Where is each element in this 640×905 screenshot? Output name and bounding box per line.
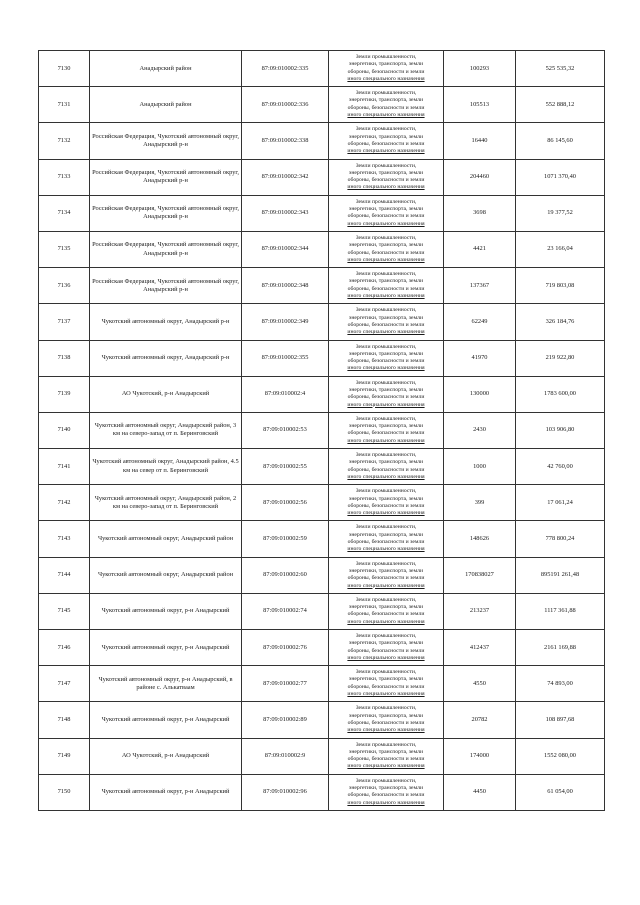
area-cell: 130000 bbox=[444, 376, 516, 412]
land-category-line: энергетики, транспорта, земли bbox=[348, 604, 424, 611]
area-cell: 4450 bbox=[444, 774, 516, 810]
land-category-line: обороны, безопасности и земли bbox=[347, 140, 425, 147]
land-category-line: иного специального назначения bbox=[347, 582, 425, 589]
area-cell: 148626 bbox=[444, 521, 516, 557]
address-cell: Российская Федерация, Чукотский автономный округ, Анадырский р-н bbox=[90, 268, 242, 304]
cadastral-number-cell: 87:09:010002:349 bbox=[242, 304, 329, 340]
cadastral-number-cell: 87:09:010002:56 bbox=[242, 485, 329, 521]
land-category-line: энергетики, транспорта, земли bbox=[348, 748, 424, 755]
land-category-line: иного специального назначения bbox=[347, 763, 425, 770]
land-category-line: энергетики, транспорта, земли bbox=[348, 242, 424, 249]
land-category-line: энергетики, транспорта, земли bbox=[348, 567, 424, 574]
land-category-line: иного специального назначения bbox=[347, 256, 425, 263]
cadastral-number-cell: 87:09:010002:60 bbox=[242, 557, 329, 593]
table-row bbox=[39, 449, 605, 485]
row-number-cell: 7132 bbox=[39, 123, 90, 159]
address-cell: Чукотский автономный округ, Анадырский р-н bbox=[90, 340, 242, 376]
land-category-line: иного специального назначения bbox=[347, 510, 425, 517]
cadastral-value-cell: 23 166,04 bbox=[516, 231, 605, 267]
land-category-line: обороны, безопасности и земли bbox=[347, 358, 425, 365]
land-category-line: Земли промышленности, bbox=[355, 415, 417, 422]
land-category-cell bbox=[329, 666, 444, 702]
land-category-line: энергетики, транспорта, земли bbox=[348, 314, 424, 321]
row-number-cell: 7139 bbox=[39, 376, 90, 412]
table-row bbox=[39, 738, 605, 774]
cadastral-value-cell: 552 888,12 bbox=[516, 87, 605, 123]
land-category-cell bbox=[329, 630, 444, 666]
area-cell: 20782 bbox=[444, 702, 516, 738]
land-category-line: Земли промышленности, bbox=[355, 162, 417, 169]
land-category-line: иного специального назначения bbox=[347, 799, 425, 806]
row-number-cell: 7136 bbox=[39, 268, 90, 304]
land-category-line: энергетики, транспорта, земли bbox=[348, 495, 424, 502]
cadastral-number-cell: 87:09:010002:342 bbox=[242, 159, 329, 195]
area-cell: 399 bbox=[444, 485, 516, 521]
row-number-cell: 7145 bbox=[39, 593, 90, 629]
land-category-line: энергетики, транспорта, земли bbox=[348, 97, 424, 104]
land-category-line: обороны, безопасности и земли bbox=[347, 719, 425, 726]
address-cell: Анадырский район bbox=[90, 51, 242, 87]
land-category-cell bbox=[329, 340, 444, 376]
land-category-line: энергетики, транспорта, земли bbox=[348, 785, 424, 792]
land-category-line: обороны, безопасности и земли bbox=[347, 647, 425, 654]
land-category-line: Земли промышленности, bbox=[355, 126, 417, 133]
land-category-line: иного специального назначения bbox=[347, 727, 425, 734]
cadastral-number-cell: 87:09:010002:77 bbox=[242, 666, 329, 702]
row-number-cell: 7140 bbox=[39, 412, 90, 448]
land-category-line: энергетики, транспорта, земли bbox=[348, 169, 424, 176]
land-category-cell bbox=[329, 593, 444, 629]
table-row bbox=[39, 774, 605, 810]
address-cell: Чукотский автономный округ, Анадырский район, 4.5 км на север от п. Беринговский bbox=[90, 449, 242, 485]
cadastral-number-cell: 87:09:010002:96 bbox=[242, 774, 329, 810]
cadastral-number-cell: 87:09:010002:4 bbox=[242, 376, 329, 412]
land-category-line: обороны, безопасности и земли bbox=[347, 285, 425, 292]
cadastral-number-cell: 87:09:010002:74 bbox=[242, 593, 329, 629]
area-cell: 2430 bbox=[444, 412, 516, 448]
land-category-line: иного специального назначения bbox=[347, 365, 425, 372]
land-category-line: обороны, безопасности и земли bbox=[347, 611, 425, 618]
cadastral-value-table bbox=[38, 50, 605, 811]
area-cell: 41970 bbox=[444, 340, 516, 376]
land-category-line: иного специального назначения bbox=[347, 437, 425, 444]
cadastral-value-cell: 778 800,24 bbox=[516, 521, 605, 557]
land-category-line: обороны, безопасности и земли bbox=[347, 68, 425, 75]
area-cell: 3698 bbox=[444, 195, 516, 231]
address-cell: Российская Федерация, Чукотский автономный округ, Анадырский р-н bbox=[90, 231, 242, 267]
land-category-line: Земли промышленности, bbox=[355, 596, 417, 603]
land-category-line: Земли промышленности, bbox=[355, 90, 417, 97]
address-cell: Чукотский автономный округ, Анадырский район, 3 км на северо-запад от п. Беринговский bbox=[90, 412, 242, 448]
land-category-line: энергетики, транспорта, земли bbox=[348, 676, 424, 683]
table-row bbox=[39, 485, 605, 521]
land-category-line: Земли промышленности, bbox=[355, 343, 417, 350]
cadastral-value-cell: 17 061,24 bbox=[516, 485, 605, 521]
land-category-cell bbox=[329, 449, 444, 485]
land-category-line: иного специального назначения bbox=[347, 293, 425, 300]
land-category-line: энергетики, транспорта, земли bbox=[348, 531, 424, 538]
row-number-cell: 7130 bbox=[39, 51, 90, 87]
land-category-line: иного специального назначения bbox=[347, 112, 425, 119]
table-row bbox=[39, 159, 605, 195]
land-category-line: энергетики, транспорта, земли bbox=[348, 133, 424, 140]
address-cell: Чукотский автономный округ, р-н Анадырский bbox=[90, 593, 242, 629]
row-number-cell: 7149 bbox=[39, 738, 90, 774]
cadastral-value-cell: 103 906,80 bbox=[516, 412, 605, 448]
cadastral-value-cell: 19 377,52 bbox=[516, 195, 605, 231]
land-category-line: обороны, безопасности и земли bbox=[347, 177, 425, 184]
land-category-line: обороны, безопасности и земли bbox=[347, 213, 425, 220]
land-category-cell bbox=[329, 485, 444, 521]
land-category-line: Земли промышленности, bbox=[355, 777, 417, 784]
land-category-line: энергетики, транспорта, земли bbox=[348, 350, 424, 357]
cadastral-value-cell: 1117 361,88 bbox=[516, 593, 605, 629]
land-category-line: Земли промышленности, bbox=[355, 379, 417, 386]
land-category-line: обороны, безопасности и земли bbox=[347, 430, 425, 437]
land-category-cell bbox=[329, 738, 444, 774]
row-number-cell: 7134 bbox=[39, 195, 90, 231]
land-category-line: энергетики, транспорта, земли bbox=[348, 386, 424, 393]
land-category-line: обороны, безопасности и земли bbox=[347, 539, 425, 546]
land-category-cell bbox=[329, 231, 444, 267]
row-number-cell: 7131 bbox=[39, 87, 90, 123]
row-number-cell: 7142 bbox=[39, 485, 90, 521]
address-cell: Чукотский автономный округ, р-н Анадырский bbox=[90, 630, 242, 666]
table-row bbox=[39, 87, 605, 123]
cadastral-value-cell: 42 760,00 bbox=[516, 449, 605, 485]
land-category-line: обороны, безопасности и земли bbox=[347, 683, 425, 690]
cadastral-value-cell: 1071 370,40 bbox=[516, 159, 605, 195]
table-row bbox=[39, 557, 605, 593]
land-category-line: иного специального назначения bbox=[347, 473, 425, 480]
land-category-line: обороны, безопасности и земли bbox=[347, 249, 425, 256]
table-body bbox=[39, 51, 605, 811]
table-row bbox=[39, 51, 605, 87]
cadastral-number-cell: 87:09:010002:355 bbox=[242, 340, 329, 376]
area-cell: 4421 bbox=[444, 231, 516, 267]
land-category-line: обороны, безопасности и земли bbox=[347, 502, 425, 509]
address-cell: Чукотский автономный округ, Анадырский район bbox=[90, 521, 242, 557]
cadastral-number-cell: 87:09:010002:343 bbox=[242, 195, 329, 231]
table-row bbox=[39, 340, 605, 376]
land-category-line: Земли промышленности, bbox=[355, 488, 417, 495]
land-category-line: обороны, безопасности и земли bbox=[347, 792, 425, 799]
land-category-line: иного специального назначения bbox=[347, 75, 425, 82]
land-category-cell bbox=[329, 376, 444, 412]
area-cell: 213237 bbox=[444, 593, 516, 629]
address-cell: Российская Федерация, Чукотский автономный округ, Анадырский р-н bbox=[90, 159, 242, 195]
area-cell: 105513 bbox=[444, 87, 516, 123]
row-number-cell: 7144 bbox=[39, 557, 90, 593]
land-category-cell bbox=[329, 521, 444, 557]
land-category-line: иного специального назначения bbox=[347, 401, 425, 408]
land-category-line: обороны, безопасности и земли bbox=[347, 575, 425, 582]
row-number-cell: 7143 bbox=[39, 521, 90, 557]
land-category-line: иного специального назначения bbox=[347, 618, 425, 625]
area-cell: 137367 bbox=[444, 268, 516, 304]
row-number-cell: 7137 bbox=[39, 304, 90, 340]
land-category-line: энергетики, транспорта, земли bbox=[348, 712, 424, 719]
cadastral-number-cell: 87:09:010002:335 bbox=[242, 51, 329, 87]
land-category-line: Земли промышленности, bbox=[355, 234, 417, 241]
cadastral-number-cell: 87:09:010002:9 bbox=[242, 738, 329, 774]
land-category-line: энергетики, транспорта, земли bbox=[348, 206, 424, 213]
table-row bbox=[39, 702, 605, 738]
cadastral-number-cell: 87:09:010002:59 bbox=[242, 521, 329, 557]
table-row bbox=[39, 593, 605, 629]
area-cell: 62249 bbox=[444, 304, 516, 340]
land-category-line: Земли промышленности, bbox=[355, 54, 417, 60]
land-category-line: Земли промышленности, bbox=[355, 705, 417, 712]
address-cell: АО Чукотский, р-н Анадырский bbox=[90, 376, 242, 412]
land-category-cell bbox=[329, 123, 444, 159]
area-cell: 4550 bbox=[444, 666, 516, 702]
land-category-cell bbox=[329, 195, 444, 231]
land-category-line: иного специального назначения bbox=[347, 329, 425, 336]
land-category-line: обороны, безопасности и земли bbox=[347, 756, 425, 763]
address-cell: Чукотский автономный округ, р-н Анадырский bbox=[90, 702, 242, 738]
cadastral-value-cell: 1783 600,00 bbox=[516, 376, 605, 412]
land-category-cell bbox=[329, 304, 444, 340]
table-row bbox=[39, 521, 605, 557]
address-cell: АО Чукотский, р-н Анадырский bbox=[90, 738, 242, 774]
land-category-line: обороны, безопасности и земли bbox=[347, 104, 425, 111]
land-category-line: обороны, безопасности и земли bbox=[347, 466, 425, 473]
cadastral-number-cell: 87:09:010002:55 bbox=[242, 449, 329, 485]
cadastral-value-cell: 219 922,80 bbox=[516, 340, 605, 376]
land-category-cell bbox=[329, 774, 444, 810]
cadastral-value-cell: 108 897,68 bbox=[516, 702, 605, 738]
row-number-cell: 7150 bbox=[39, 774, 90, 810]
cadastral-value-cell: 74 893,00 bbox=[516, 666, 605, 702]
area-cell: 16440 bbox=[444, 123, 516, 159]
row-number-cell: 7135 bbox=[39, 231, 90, 267]
land-category-line: иного специального назначения bbox=[347, 654, 425, 661]
row-number-cell: 7147 bbox=[39, 666, 90, 702]
land-category-line: Земли промышленности, bbox=[355, 524, 417, 531]
land-category-line: иного специального назначения bbox=[347, 148, 425, 155]
table-row bbox=[39, 123, 605, 159]
cadastral-number-cell: 87:09:010002:336 bbox=[242, 87, 329, 123]
row-number-cell: 7148 bbox=[39, 702, 90, 738]
cadastral-value-cell: 895191 261,48 bbox=[516, 557, 605, 593]
land-category-line: обороны, безопасности и земли bbox=[347, 394, 425, 401]
address-cell: Чукотский автономный округ, Анадырский р-н bbox=[90, 304, 242, 340]
cadastral-number-cell: 87:09:010002:338 bbox=[242, 123, 329, 159]
land-category-line: Земли промышленности, bbox=[355, 271, 417, 278]
cadastral-value-cell: 61 054,00 bbox=[516, 774, 605, 810]
table-row bbox=[39, 376, 605, 412]
land-category-cell bbox=[329, 87, 444, 123]
address-cell: Чукотский автономный округ, р-н Анадырский, в районе с. Алькатваам bbox=[90, 666, 242, 702]
table-row bbox=[39, 195, 605, 231]
row-number-cell: 7138 bbox=[39, 340, 90, 376]
table-row bbox=[39, 231, 605, 267]
table-row bbox=[39, 304, 605, 340]
land-category-line: энергетики, транспорта, земли bbox=[348, 423, 424, 430]
address-cell: Чукотский автономный округ, Анадырский район, 2 км на северо-запад от п. Беринговский bbox=[90, 485, 242, 521]
land-category-line: Земли промышленности, bbox=[355, 741, 417, 748]
table-row bbox=[39, 630, 605, 666]
land-category-line: Земли промышленности, bbox=[355, 633, 417, 639]
land-category-line: энергетики, транспорта, земли bbox=[348, 640, 424, 647]
land-category-cell bbox=[329, 268, 444, 304]
land-category-line: Земли промышленности, bbox=[355, 198, 417, 205]
land-category-line: обороны, безопасности и земли bbox=[347, 321, 425, 328]
cadastral-number-cell: 87:09:010002:89 bbox=[242, 702, 329, 738]
address-cell: Российская Федерация, Чукотский автономный округ, Анадырский р-н bbox=[90, 123, 242, 159]
address-cell: Российская Федерация, Чукотский автономный округ, Анадырский р-н bbox=[90, 195, 242, 231]
land-category-line: иного специального назначения bbox=[347, 220, 425, 227]
land-category-line: иного специального назначения bbox=[347, 184, 425, 191]
cadastral-number-cell: 87:09:010002:53 bbox=[242, 412, 329, 448]
cadastral-value-cell: 525 535,32 bbox=[516, 51, 605, 87]
land-category-line: Земли промышленности, bbox=[355, 560, 417, 567]
land-category-cell bbox=[329, 412, 444, 448]
land-category-line: иного специального назначения bbox=[347, 691, 425, 698]
area-cell: 204460 bbox=[444, 159, 516, 195]
area-cell: 170838027 bbox=[444, 557, 516, 593]
table-row bbox=[39, 412, 605, 448]
row-number-cell: 7133 bbox=[39, 159, 90, 195]
row-number-cell: 7146 bbox=[39, 630, 90, 666]
area-cell: 100293 bbox=[444, 51, 516, 87]
land-category-line: энергетики, транспорта, земли bbox=[348, 61, 424, 68]
address-cell: Анадырский район bbox=[90, 87, 242, 123]
cadastral-value-cell: 86 145,60 bbox=[516, 123, 605, 159]
land-category-cell bbox=[329, 702, 444, 738]
area-cell: 1000 bbox=[444, 449, 516, 485]
land-category-line: иного специального назначения bbox=[347, 546, 425, 553]
address-cell: Чукотский автономный округ, Анадырский район bbox=[90, 557, 242, 593]
land-category-cell bbox=[329, 557, 444, 593]
land-category-line: Земли промышленности, bbox=[355, 307, 417, 314]
cadastral-number-cell: 87:09:010002:76 bbox=[242, 630, 329, 666]
land-category-cell bbox=[329, 159, 444, 195]
land-category-line: энергетики, транспорта, земли bbox=[348, 278, 424, 285]
cadastral-value-cell: 719 803,08 bbox=[516, 268, 605, 304]
row-number-cell: 7141 bbox=[39, 449, 90, 485]
land-category-line: энергетики, транспорта, земли bbox=[348, 459, 424, 466]
cadastral-number-cell: 87:09:010002:348 bbox=[242, 268, 329, 304]
cadastral-number-cell: 87:09:010002:344 bbox=[242, 231, 329, 267]
area-cell: 174000 bbox=[444, 738, 516, 774]
cadastral-value-cell: 1552 080,00 bbox=[516, 738, 605, 774]
area-cell: 412437 bbox=[444, 630, 516, 666]
cadastral-value-cell: 2161 169,88 bbox=[516, 630, 605, 666]
table-row bbox=[39, 268, 605, 304]
land-category-line: Земли промышленности, bbox=[355, 452, 417, 459]
land-category-cell bbox=[329, 51, 444, 87]
address-cell: Чукотский автономный округ, р-н Анадырский bbox=[90, 774, 242, 810]
table-row bbox=[39, 666, 605, 702]
land-category-line: Земли промышленности, bbox=[355, 669, 417, 676]
cadastral-value-cell: 326 184,76 bbox=[516, 304, 605, 340]
